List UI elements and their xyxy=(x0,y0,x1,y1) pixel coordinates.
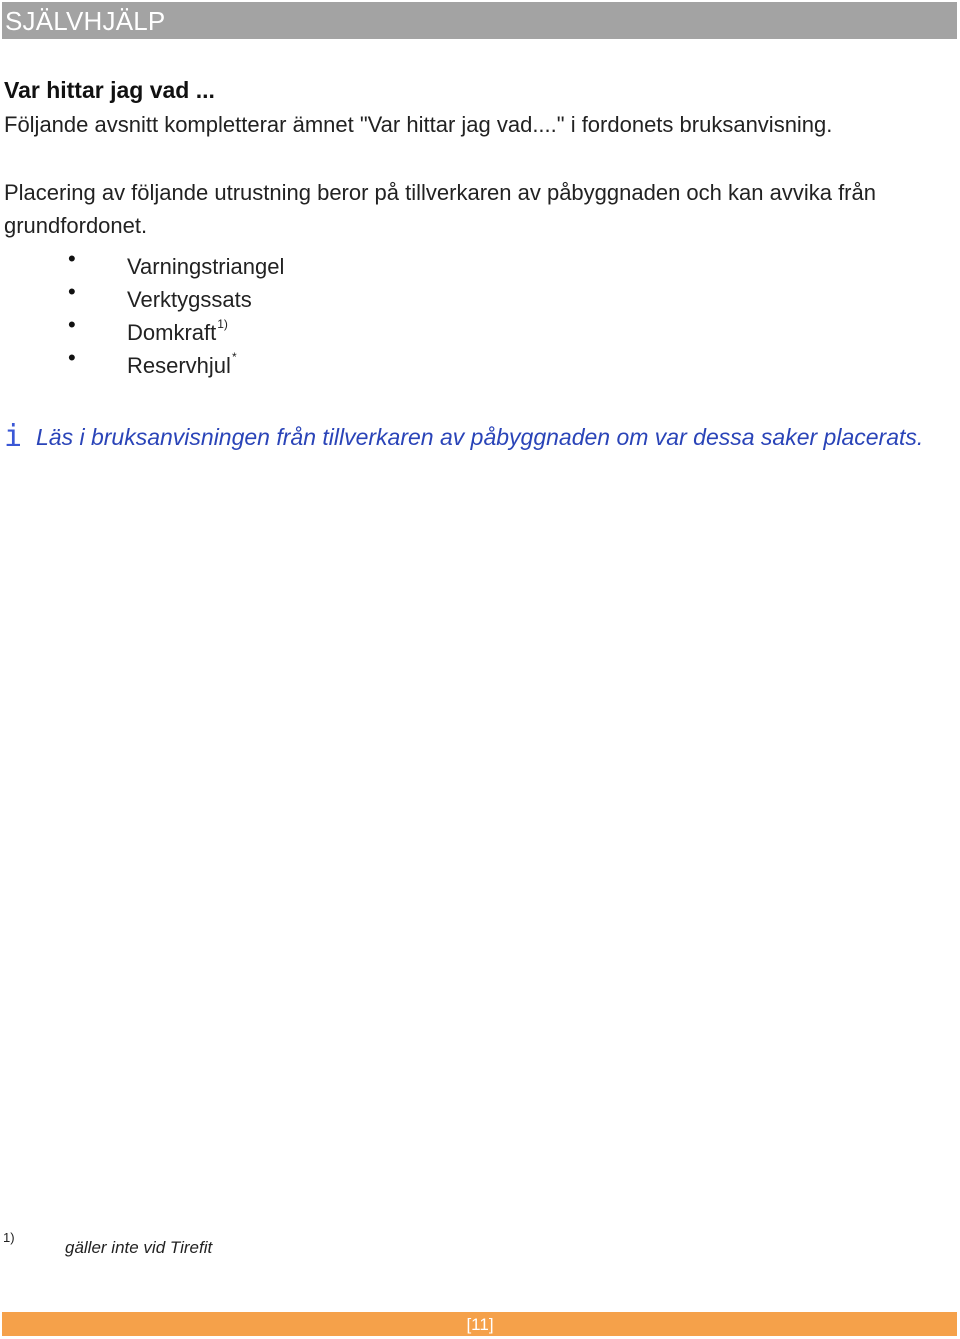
bullet-icon: • xyxy=(68,279,76,304)
info-note-text: Läs i bruksanvisningen från tillverkaren av påbyggnaden om var dessa saker placerats. xyxy=(36,424,924,450)
list-item-label: Domkraft$^{1)}$ xyxy=(127,317,228,345)
header-bar xyxy=(2,2,957,39)
info-icon: i xyxy=(4,419,23,454)
footnote-text: gäller inte vid Tirefit xyxy=(65,1238,213,1257)
section-title: Var hittar jag vad ... xyxy=(4,77,215,103)
placement-paragraph: Placering av följande utrustning beror på tillverkaren av påbyggnaden och kan avvika från grundfordonet. xyxy=(4,180,876,238)
footnote-marker: 1) xyxy=(3,1230,15,1245)
bullet-icon: • xyxy=(68,312,76,337)
bullet-icon: • xyxy=(68,246,76,271)
list-item-label: Varningstriangel xyxy=(127,254,285,279)
page-header-title: SJÄLVHJÄLP xyxy=(5,6,166,36)
list-item-superscript: * xyxy=(231,350,237,364)
list-item-superscript: 1) xyxy=(217,317,228,331)
list-item-label: Verktygssats xyxy=(127,287,252,312)
intro-paragraph: Följande avsnitt kompletterar ämnet "Var hittar jag vad...." i fordonets bruksanvisning. xyxy=(4,112,833,137)
info-note xyxy=(4,418,944,456)
page-number: [11] xyxy=(466,1315,494,1334)
bullet-icon: • xyxy=(68,345,76,370)
list-item-label: Reservhjul* xyxy=(127,350,237,378)
